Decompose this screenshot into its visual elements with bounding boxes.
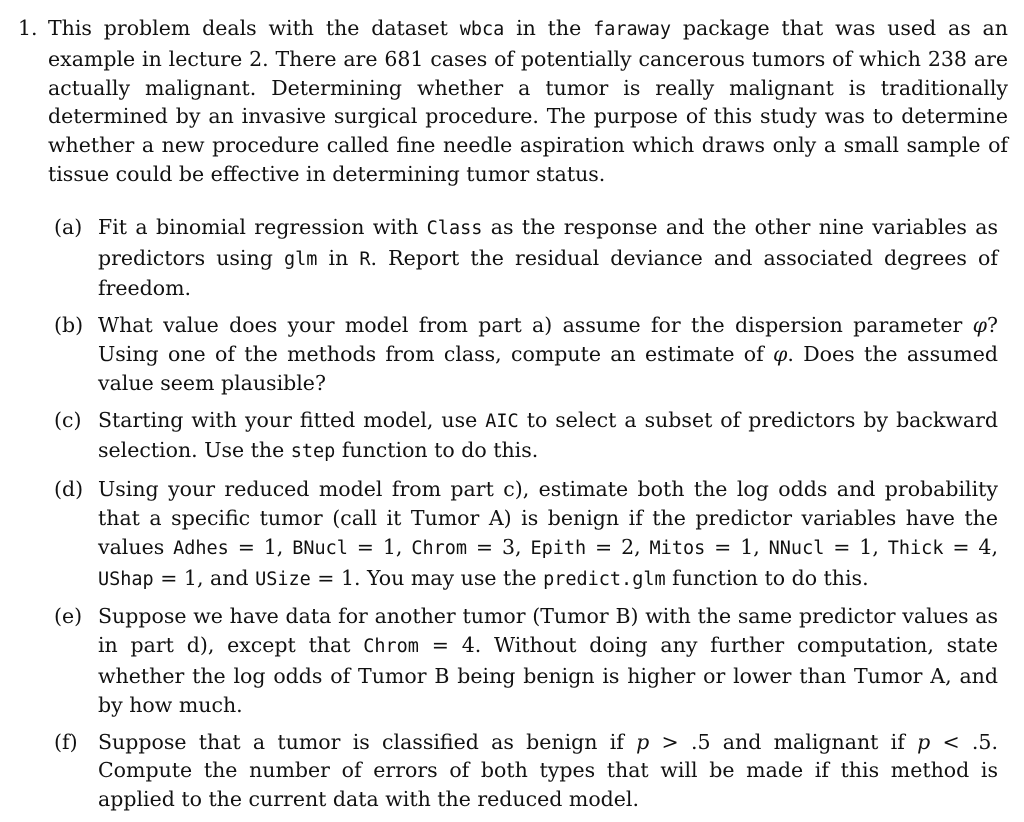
part-text [98,728,998,814]
part-label: (c) [54,407,82,432]
text-run: to select a subset of predictors by backward selection. Use the [98,407,999,463]
code-term: Chrom [363,636,419,658]
part-label: (a) [54,214,83,239]
text-run: . Report the residual deviance and associated degrees of freedom. [98,245,998,301]
text-run: Suppose that a tumor is classified as benign if [98,729,637,754]
part-d [54,475,998,594]
part-text [98,602,998,719]
part-label: (d) [54,477,84,502]
text-run: = 1. You may use the [310,565,544,590]
text-run: > .5 and malignant if [649,729,918,754]
text-run: package that was used as an example in lecture 2. There are 681 cases of potentially cancerous tumors of which 238 are actually malignant. Determining whether a tumor is really malignant is traditionally determined by an invasive surgical procedure. The purpose of this study was to determine whether a new procedure called fine needle aspiration which draws only a small sample of tissue could be effective in determining tumor status. [48,16,1008,186]
code-term: Class [426,217,483,239]
text-run: in [317,245,360,270]
part-c [54,406,999,468]
code-term: predict.glm [543,568,666,590]
part-f [54,728,998,814]
code-term: glm [283,248,318,270]
problem-number: 1. [18,16,38,40]
text-run: This problem deals with the dataset [48,16,460,40]
code-term: Adhes [173,537,229,559]
math-symbol: p [917,729,931,754]
text-run: = 1, [705,534,769,559]
code-term: wbca [459,19,505,40]
problem-1 [18,14,1008,822]
code-term: NNucl [768,537,825,559]
text-run: = 4. Without doing any further computation, state whether the log odds of Tumor B being benign is higher or lower than Tumor A, and by how much. [98,633,998,717]
code-term: BNucl [292,537,348,559]
text-run: < .5. Compute the number of errors of both types that will be made if this method is applied to the current data with the reduced model. [98,729,998,812]
code-term: Chrom [411,537,468,559]
part-e [54,602,998,719]
text-run: function to do this. [665,565,869,590]
problem-intro [48,14,1008,189]
text-run: = 1, and [153,565,256,590]
code-term: step [290,441,336,463]
text-run: . Does the assumed value seem plausible? [98,341,998,395]
part-label: (e) [54,604,83,629]
part-b [54,311,998,397]
part-text [98,475,998,594]
text-run: What value does your model from part a) assume for the dispersion parameter [98,313,973,338]
code-term: R [359,248,371,270]
code-term: faraway [593,19,672,40]
part-a [54,213,998,303]
text-run: = 1, [228,534,293,559]
text-run: as the response and the other nine variables as predictors using [98,214,998,270]
text-run: = 3, [467,534,531,559]
part-text [98,213,998,303]
text-run: in the [504,16,594,40]
text-run: = 2, [586,534,650,559]
text-run: Suppose we have data for another tumor (Tumor B) with the same predictor values as in part d), except that [98,604,998,658]
part-label: (b) [54,313,84,338]
code-term: Thick [887,537,944,559]
code-term: UShap [98,568,154,590]
math-symbol: φ [972,313,987,338]
math-symbol: φ [773,341,788,366]
text-run: function to do this. [335,438,539,463]
code-term: Epith [530,537,587,559]
text-run: Starting with your fitted model, use [98,407,486,432]
text-run: = 4, [943,534,998,559]
part-text [98,406,998,468]
code-term: USize [255,568,311,590]
text-run: Using your reduced model from part c), estimate both the log odds and probability that a specific tumor (call it Tumor A) is benign if the predictor variables have the values [98,477,998,559]
text-run: = 1, [824,534,888,559]
text-run: Fit a binomial regression with [98,214,427,239]
text-run: = 1, [347,534,412,559]
math-symbol: p [636,729,650,754]
text-run: ? Using one of the methods from class, compute an estimate of [98,313,998,366]
code-term: Mitos [649,537,706,559]
part-label: (f) [54,729,78,754]
problem-parts-list [18,213,1008,814]
code-term: AIC [485,410,519,432]
part-text [98,311,998,397]
